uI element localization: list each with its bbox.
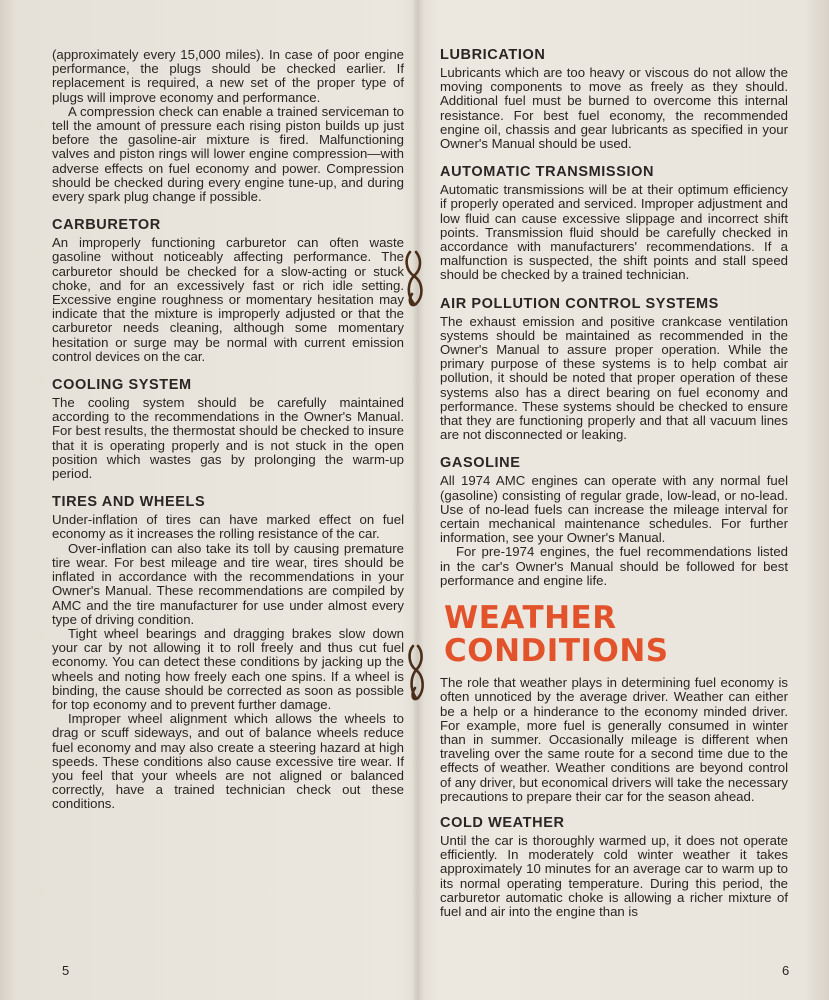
tires-paragraph-1: Under-inflation of tires can have marked effect on fuel economy as it increases the rolling resistance of the car. [52, 512, 404, 542]
cooling-system-paragraph: The cooling system should be carefully maintained according to the recommendations in the Owner's Manual. For best results, the thermostat should be checked to insure that it is operating properly and is not stuck in the open position which wastes gas by prolonging the warm-up period. [52, 395, 404, 482]
gasoline-paragraph-2: For pre-1974 engines, the fuel recommendations listed in the car's Owner's Manual should be followed for best performance and engine life. [440, 544, 788, 588]
gasoline-heading: GASOLINE [440, 455, 521, 472]
page-number-right: 6 [782, 963, 790, 978]
cold-weather-paragraph: Until the car is thoroughly warmed up, it does not operate efficiently. In moderately cold winter weather it takes approximately 10 minutes for an average car to warm up to its normal operating temperature. During this period, the carburetor automatic choke is allowing a richer mixture of fuel and air into the engine than is [440, 832, 788, 919]
cooling-system-heading: COOLING SYSTEM [52, 377, 192, 394]
cold-weather-heading: COLD WEATHER [440, 814, 565, 831]
tires-wheels-heading: TIRES AND WHEELS [52, 494, 206, 511]
right-page-column [440, 46, 788, 919]
weather-title-line-2: CONDITIONS [444, 633, 669, 670]
staple-bottom-icon [404, 642, 430, 704]
gasoline-paragraph-1: All 1974 AMC engines can operate with any normal fuel (gasoline) consisting of regular grade, low-lead, or no-lead. Use of no-lead fuels can increase the mileage interval for certain mechanical maintenance schedules. For further information, see your Owner's Manual. [440, 473, 788, 546]
carburetor-paragraph: An improperly functioning carburetor can often waste gasoline without noticeably affecting performance. The carburetor should be checked for a slow-acting or stuck choke, and for an excessively fast or rich idle setting. Excessive engine roughness or momentary hesitation may indicate that the mixture is improperly adjusted or that the carburetor needs cleaning, although some momentary hesitation or surge may be normal with current emission control devices on the car. [52, 235, 404, 364]
weather-paragraph: The role that weather plays in determining fuel economy is often unnoticed by the average driver. Weather can either be a help or a hinderance to the economy minded driver. For example, more fuel is generally consumed in winter than in summer. Occasionally mileage is different when traveling over the same route for a second time due to the effects of weather. Weather conditions are beyond control of any driver, but economical drivers will take the necessary precautions to prepare their car for the season ahead. [440, 675, 788, 804]
lubrication-paragraph: Lubricants which are too heavy or viscous do not allow the moving components to move as freely as they should. Additional fuel must be burned to overcome this internal resistance. For best fuel economy, the recommended engine oil, chassis and gear lubricants as specified in your Owner's Manual should be used. [440, 65, 788, 152]
automatic-transmission-paragraph: Automatic transmissions will be at their optimum efficiency if properly operated and serviced. Improper adjustment and low fluid can cause excessive slippage and incorrect shift points. Transmission fluid should be carefully checked in accordance with manufacturers' recommendations. If a malfunction is suspected, the shift points and stall speed should be checked by a trained technician. [440, 182, 788, 283]
weather-title-line-1: WEATHER [444, 600, 617, 637]
lubrication-heading: LUBRICATION [440, 47, 546, 63]
tires-paragraph-3: Tight wheel bearings and dragging brakes slow down your car by not allowing it to roll freely and thus cut fuel economy. You can detect these conditions by jacking up the wheels and noting how freely each one spins. If a wheel is binding, the cause should be corrected as soon as possible for top economy and to prevent further damage. [52, 625, 404, 712]
center-fold [412, 0, 424, 1000]
tires-paragraph-4: Improper wheel alignment which allows the wheels to drag or scuff sideways, and out of balance wheels reduce fuel economy and may also create a steering hazard at high speeds. These conditions also cause excessive tire wear. If you feel that your wheels are not aligned or balanced correctly, have a trained technician check out these conditions. [52, 711, 404, 812]
intro-paragraph-1: (approximately every 15,000 miles). In case of poor engine performance, the plugs should be checked earlier. If replacement is required, a new set of the proper type of plugs will improve economy and performance. [52, 47, 404, 105]
carburetor-heading: CARBURETOR [52, 217, 161, 234]
left-page-column [52, 48, 404, 812]
intro-paragraph-2: A compression check can enable a trained serviceman to tell the amount of pressure each rising piston builds up just before the gasoline-air mixture is fired. Malfunctioning valves and piston rings will lower engine compression—with adverse effects on fuel economy and power. Compression should be checked during every engine tune-up, and during every spark plug change if possible. [52, 103, 404, 205]
staple-top-icon [402, 248, 428, 310]
page-number-left: 5 [62, 963, 70, 978]
air-pollution-paragraph: The exhaust emission and positive crankcase ventilation systems should be maintained as recommended in the Owner's Manual to assure proper operation. While the primary purpose of these systems is to help combat air pollution, it should be noted that proper operation of these systems also has a direct bearing on fuel economy and performance. These systems should be checked to ensure that they are functioning properly and that all vacuum lines are not disconnected or leaking. [440, 313, 788, 443]
automatic-transmission-heading: AUTOMATIC TRANSMISSION [440, 164, 655, 181]
weather-conditions-title [444, 602, 788, 668]
air-pollution-heading: AIR POLLUTION CONTROL SYSTEMS [440, 295, 719, 312]
tires-paragraph-2: Over-inflation can also take its toll by causing premature tire wear. For best mileage and tire wear, tires should be inflated in accordance with the recommendations in your Owner's Manual. These recommendations are compiled by AMC and the tire manufacturer for use under almost every type of driving condition. [52, 540, 404, 627]
